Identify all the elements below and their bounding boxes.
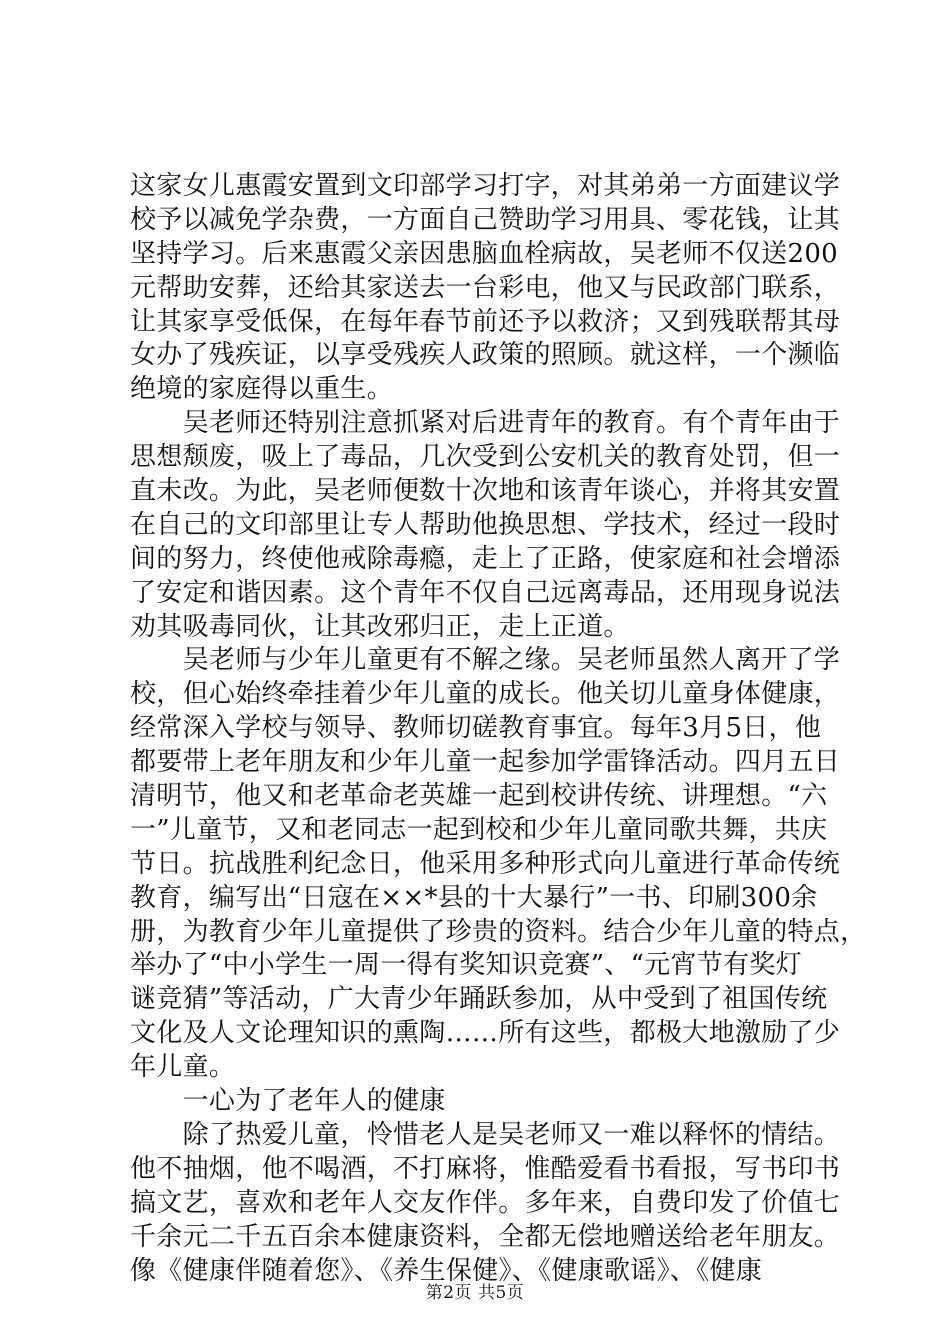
text-line: 绝境的家庭得以重生。 [130, 374, 394, 405]
text-line: 清明节，他又和老革命老英雄一起到校讲传统、讲理想。“六 [130, 781, 828, 812]
text-line: 经常深入学校与领导、教师切磋教育事宜。每年3月5日，他 [130, 713, 822, 744]
text-line: 册，为教育少年儿童提供了珍贵的资料。结合少年儿童的特点， [130, 916, 867, 947]
text-line: 间的努力，终使他戒除毒瘾，走上了正路，使家庭和社会增添 [130, 543, 841, 574]
section-heading: 一心为了老年人的健康 [130, 1086, 446, 1117]
text-line: 思想颓废，吸上了毒品，几次受到公安机关的教育处罚，但一 [130, 442, 841, 473]
text-line: 了安定和谐因素。这个青年不仅自己远离毒品，还用现身说法 [130, 577, 841, 608]
text-line: 直未改。为此，吴老师便数十次地和该青年谈心，并将其安置 [130, 476, 841, 507]
text-line: 坚持学习。后来惠霞父亲因患脑血栓病故，吴老师不仅送200 [130, 238, 839, 269]
text-line: 他不抽烟，他不喝酒，不打麻将，惟酷爱看书看报，写书印书 [130, 1153, 841, 1184]
text-line: 元帮助安葬，还给其家送去一台彩电，他又与民政部门联系， [130, 272, 841, 303]
text-line: 女办了残疾证，以享受残疾人政策的照顾。就这样，一个濒临 [130, 340, 841, 371]
text-line: 谜竞猜”等活动，广大青少年踊跃参加，从中受到了祖国传统 [130, 984, 828, 1015]
text-line: 搞文艺，喜欢和老年人交友作伴。多年来，自费印发了价值七 [130, 1187, 841, 1218]
text-line: 都要带上老年朋友和少年儿童一起参加学雷锋活动。四月五日 [130, 747, 841, 778]
text-line: 像《健康伴随着您》、《养生保健》、《健康歌谣》、《健康 [130, 1255, 763, 1286]
text-line: 教育，编写出“日寇在××*县的十大暴行”一书、印刷300余 [130, 882, 818, 913]
body-text [130, 170, 867, 1288]
text-line: 校予以减免学杂费，一方面自己赞助学习用具、零花钱，让其 [130, 204, 841, 235]
text-line: 这家女儿惠霞安置到文印部学习打字，对其弟弟一方面建议学 [130, 171, 841, 201]
text-line: 劝其吸毒同伙，让其改邪归正，走上正道。 [130, 611, 630, 642]
text-line: 除了热爱儿童，怜惜老人是吴老师又一难以释怀的情结。 [130, 1119, 841, 1150]
text-line: 吴老师还特别注意抓紧对后进青年的教育。有个青年由于 [130, 408, 841, 439]
text-line: 千余元二千五百余本健康资料，全都无偿地赠送给老年朋友。 [130, 1221, 841, 1252]
text-line: 节日。抗战胜利纪念日，他采用多种形式向儿童进行革命传统 [130, 848, 841, 879]
text-line: 一”儿童节，又和老同志一起到校和少年儿童同歌共舞，共庆 [130, 814, 828, 845]
text-line: 让其家享受低保，在每年春节前还予以救济；又到残联帮其母 [130, 306, 841, 337]
page-footer: 第2页 共5页 [425, 1283, 525, 1303]
text-line: 举办了“中小学生一周一得有奖知识竞赛”、“元宵节有奖灯 [130, 950, 802, 981]
text-line: 文化及人文论理知识的熏陶……所有这些，都极大地激励了少 [130, 1018, 841, 1049]
text-line: 年儿童。 [130, 1052, 236, 1083]
text-line: 在自己的文印部里让专人帮助他换思想、学技术，经过一段时 [130, 509, 841, 540]
text-line: 校，但心始终牵挂着少年儿童的成长。他关切儿童身体健康， [130, 679, 841, 710]
text-line: 吴老师与少年儿童更有不解之缘。吴老师虽然人离开了学 [130, 645, 841, 676]
